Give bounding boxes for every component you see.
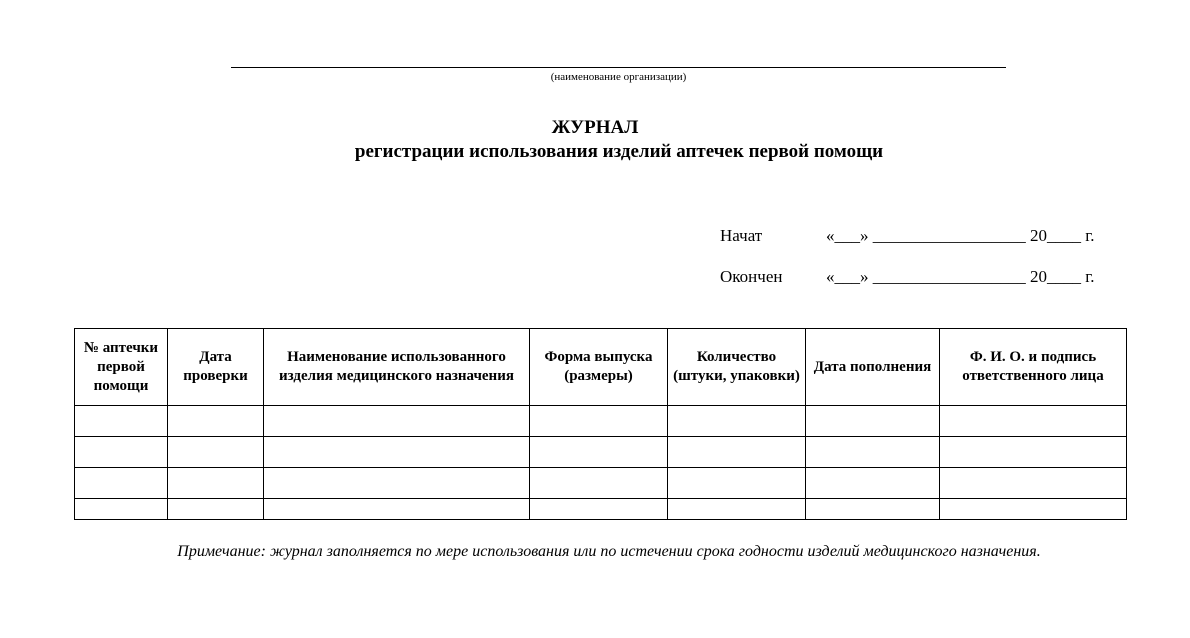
- table-cell[interactable]: [530, 468, 668, 499]
- header-kit-number: № аптечки первой помощи: [75, 329, 168, 406]
- organization-caption: (наименование организации): [550, 71, 687, 83]
- table-cell[interactable]: [75, 406, 168, 437]
- table-cell[interactable]: [940, 437, 1127, 468]
- header-check-date: Дата проверки: [168, 329, 264, 406]
- journal-title: ЖУРНАЛ: [551, 117, 639, 138]
- table-row: [75, 437, 1127, 468]
- table-row: [75, 468, 1127, 499]
- table-cell[interactable]: [75, 468, 168, 499]
- organization-name-line: [231, 67, 1006, 68]
- table-cell[interactable]: [168, 437, 264, 468]
- table-cell[interactable]: [168, 406, 264, 437]
- header-refill-date: Дата пополнения: [806, 329, 940, 406]
- header-release-form: Форма выпуска (размеры): [530, 329, 668, 406]
- journal-table: [74, 328, 1127, 520]
- table-cell[interactable]: [806, 499, 940, 520]
- table-cell[interactable]: [168, 468, 264, 499]
- table-cell[interactable]: [668, 499, 806, 520]
- journal-subtitle: регистрации использования изделий аптечек первой помощи: [354, 141, 884, 162]
- table-cell[interactable]: [940, 499, 1127, 520]
- table-cell[interactable]: [75, 437, 168, 468]
- table-cell[interactable]: [264, 468, 530, 499]
- table-cell[interactable]: [806, 437, 940, 468]
- table-cell[interactable]: [806, 468, 940, 499]
- table-cell[interactable]: [75, 499, 168, 520]
- table-header-row: [75, 329, 1127, 406]
- table-cell[interactable]: [264, 437, 530, 468]
- table-row: [75, 406, 1127, 437]
- started-label: Начат: [720, 226, 763, 245]
- table-cell[interactable]: [264, 406, 530, 437]
- table-cell[interactable]: [168, 499, 264, 520]
- table-cell[interactable]: [940, 406, 1127, 437]
- table-cell[interactable]: [668, 437, 806, 468]
- table-cell[interactable]: [668, 406, 806, 437]
- ended-date-blank: «___» __________________ 20____ г.: [826, 267, 1095, 286]
- header-quantity: Количество (штуки, упаковки): [668, 329, 806, 406]
- header-responsible-person: Ф. И. О. и подпись ответственного лица: [940, 329, 1127, 406]
- header-item-name: Наименование использованного изделия медицинского назначения: [264, 329, 530, 406]
- table-cell[interactable]: [940, 468, 1127, 499]
- table-cell[interactable]: [530, 499, 668, 520]
- table-row: [75, 499, 1127, 520]
- table-cell[interactable]: [530, 437, 668, 468]
- table-body: [75, 406, 1127, 520]
- journal-note: Примечание: журнал заполняется по мере использования или по истечении срока годности изделий медицинского назначения.: [177, 543, 1041, 560]
- table-cell[interactable]: [806, 406, 940, 437]
- table-cell[interactable]: [668, 468, 806, 499]
- ended-label: Окончен: [720, 267, 783, 286]
- started-date-blank: «___» __________________ 20____ г.: [826, 226, 1095, 245]
- table-cell[interactable]: [264, 499, 530, 520]
- table-cell[interactable]: [530, 406, 668, 437]
